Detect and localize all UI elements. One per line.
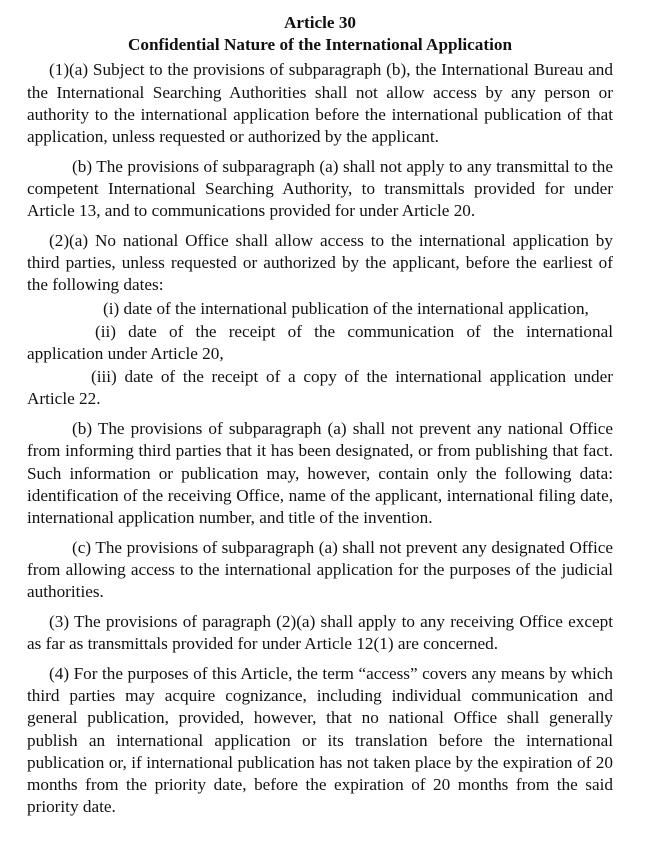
paragraph-1b: (b) The provisions of subparagraph (a) shall not apply to any transmittal to the competent International Searching Authority, to transmittals provided for under Article 13, and to communications provided for under Article 20.	[27, 156, 613, 221]
paragraph-2c: (c) The provisions of subparagraph (a) shall not prevent any designated Office from allowing access to the international application for the purposes of the judicial authorities.	[27, 537, 613, 602]
paragraph-1a: (1)(a) Subject to the provisions of subparagraph (b), the International Bureau and the International Searching Authorities shall not allow access by any person or authority to the international application before the international publication of that application, unless requested or authorized by the applicant.	[27, 60, 613, 147]
paragraph-4: (4) For the purposes of this Article, the term “access” covers any means by which third parties may acquire cognizance, including individual communication and general publication, provided, however, that no national Office shall generally publish an international application or its translation before the international publication or, if international publication has not taken place by the expiration of 20 months from the priority date, before the expiration of 20 months from the said priority date.	[27, 664, 613, 817]
paragraph-2a-item-iii: (iii) date of the receipt of a copy of the international application under Article 22.	[27, 367, 613, 409]
paragraph-2a: (2)(a) No national Office shall allow access to the international application by third parties, unless requested or authorized by the applicant, before the earliest of the following dates:	[27, 231, 613, 295]
article-number: Article 30	[283, 13, 357, 32]
document-page	[27, 12, 613, 826]
article-title: Confidential Nature of the International Application	[127, 35, 513, 55]
paragraph-2a-item-ii: (ii) date of the receipt of the communication of the international application under Article 20,	[27, 321, 613, 364]
paragraph-2a-item-i: (i) date of the international publication of the international application,	[103, 298, 589, 318]
paragraph-2b: (b) The provisions of subparagraph (a) shall not prevent any national Office from informing third parties that it has been designated, or from publishing that fact. Such information or publication may, however, contain only the following data: identification of the receiving Office, name of the applicant, international filing date, international application number, and title of the invention.	[27, 419, 613, 528]
paragraph-3: (3) The provisions of paragraph (2)(a) shall apply to any receiving Office except as far as transmittals provided for under Article 12(1) are concerned.	[27, 612, 613, 654]
